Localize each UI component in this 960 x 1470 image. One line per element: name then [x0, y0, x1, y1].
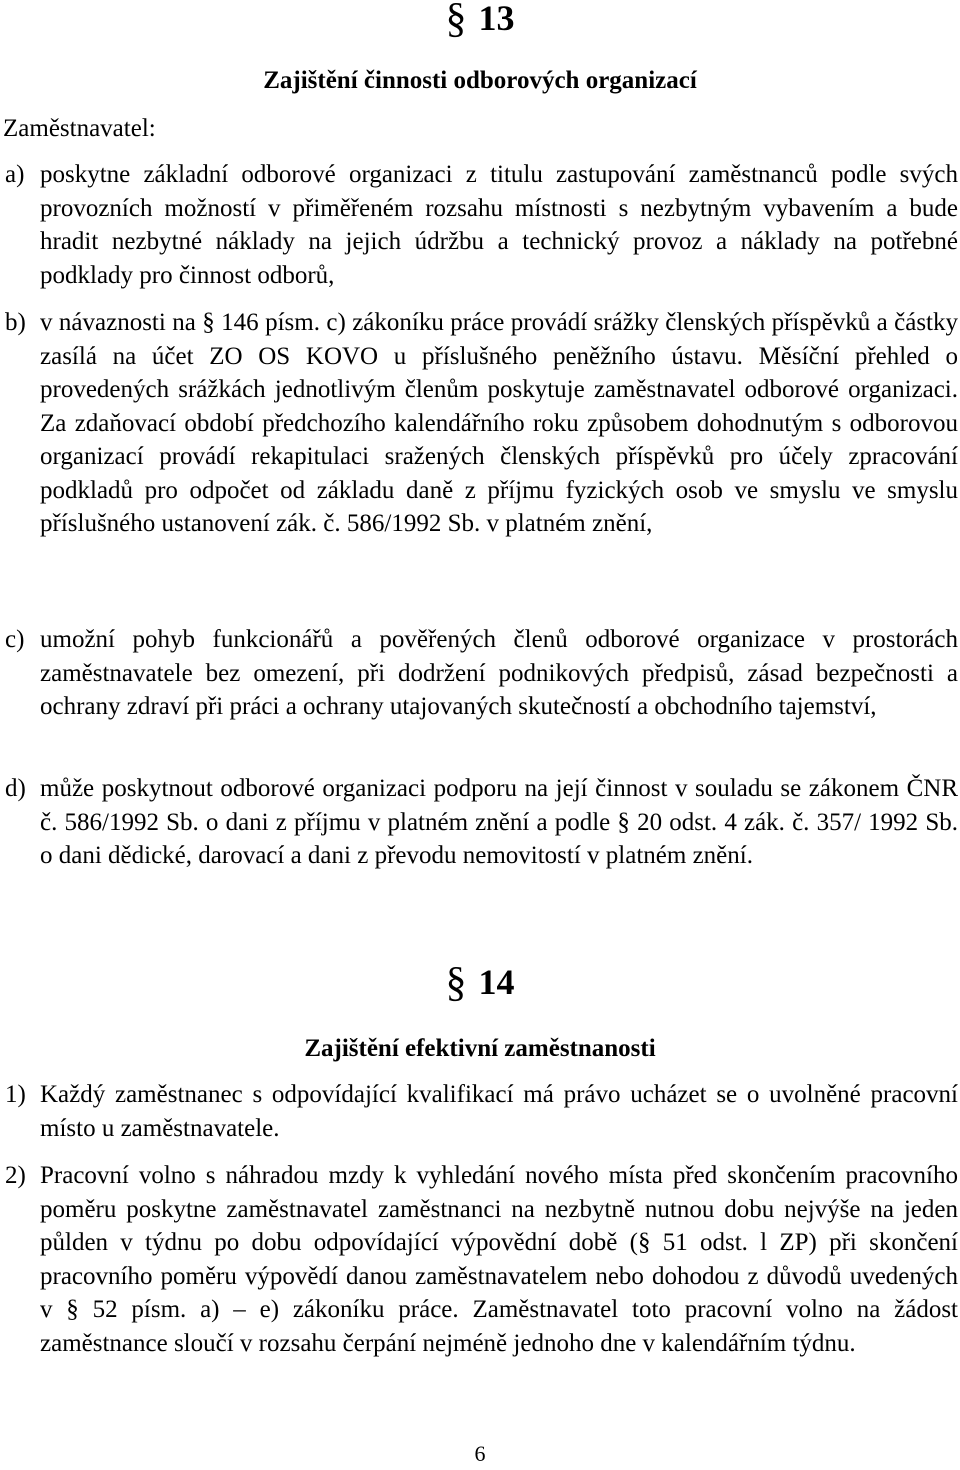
item-text: Pracovní volno s náhradou mzdy k vyhledání nového místa před skončením pracovního poměru poskytne zaměstnavatel zaměstnanci na nezbytně nutnou dobu nejvýše na jeden půlden v týdnu po dobu odpovídající výpovědní době (§ 51 odst. l ZP) při skončení pracovního poměru výpovědí danou zaměstnavatelem nebo dohodou z důvodů uvedených v § 52 písm. a) – e) zákoníku práce. Zaměstnavatel toto pracovní volno na žádost zaměstnance sloučí v rozsahu čerpání nejméně jednoho dne v kalendářním týdnu. — [40, 1162, 958, 1357]
item-label: 2) — [5, 1162, 26, 1189]
section-13-title: Zajištění činnosti odborových organizací — [263, 67, 697, 94]
section-14-item-2 — [5, 1159, 958, 1360]
section-13-item-c — [5, 623, 958, 724]
item-label: a) — [5, 161, 25, 188]
item-text: umožní pohyb funkcionářů a pověřených členů odborové organizace v prostorách zaměstnavatele bez omezení, při dodržení podnikových předpisů, zásad bezpečnosti a ochrany zdraví při práci a ochrany utajovaných skutečností a obchodního tajemství, — [40, 626, 958, 720]
item-text: může poskytnout odborové organizaci podporu na její činnost v souladu se zákonem ČNR č. 586/1992 Sb. o dani z příjmu v platném znění a podle § 20 odst. 4 zák. č. 357/ 1992 Sb. o dani dědické, darovací a dani z převodu nemovitostí v platném znění. — [40, 775, 958, 869]
section-14-heading — [0, 960, 960, 1006]
item-text: Každý zaměstnanec s odpovídající kvalifikací má právo ucházet se o uvolněné pracovní místo u zaměstnavatele. — [40, 1081, 958, 1142]
section-14-symbol: § — [445, 960, 467, 1006]
section-13-symbol: § — [445, 0, 467, 42]
item-label: c) — [5, 626, 25, 653]
item-text: v návaznosti na § 146 písm. c) zákoníku práce provádí srážky členských příspěvků a částky zasílá na účet ZO OS KOVO u příslušného peněžního ústavu. Měsíční přehled o provedených srážkách jednotlivým členům poskytuje zaměstnavatel odborové organizaci. Za zdaňovací období předchozího kalendářního roku způsobem dohodnutým s odborovou organizací provádí rekapitulaci sražených členských příspěvků pro účely zpracování podkladů pro odpočet od základu daně z příjmu fyzických osob ve smyslu ve smyslu příslušného ustanovení zák. č. 586/1992 Sb. v platném znění, — [40, 309, 958, 537]
item-label: 1) — [5, 1081, 26, 1108]
section-13-item-d — [5, 772, 958, 873]
section-13-number: 13 — [478, 0, 515, 38]
item-text: poskytne základní odborové organizaci z titulu zastupování zaměstnanců podle svých provozních možností v přiměřeném rozsahu místnosti s nezbytným vybavením a bude hradit nezbytné náklady na jejich údržbu a technický provoz a náklady na potřebné podklady pro činnost odborů, — [40, 161, 958, 289]
section-13-heading — [0, 0, 960, 42]
section-14-title: Zajištění efektivní zaměstnanosti — [304, 1035, 656, 1062]
section-13-intro: Zaměstnavatel: — [3, 115, 156, 142]
item-label: b) — [5, 309, 26, 336]
section-13-item-b — [5, 306, 958, 541]
section-13-item-a — [5, 158, 958, 292]
section-14-item-1 — [5, 1078, 958, 1145]
section-14-number: 14 — [478, 962, 515, 1002]
item-label: d) — [5, 775, 26, 802]
page-number: 6 — [474, 1441, 486, 1466]
